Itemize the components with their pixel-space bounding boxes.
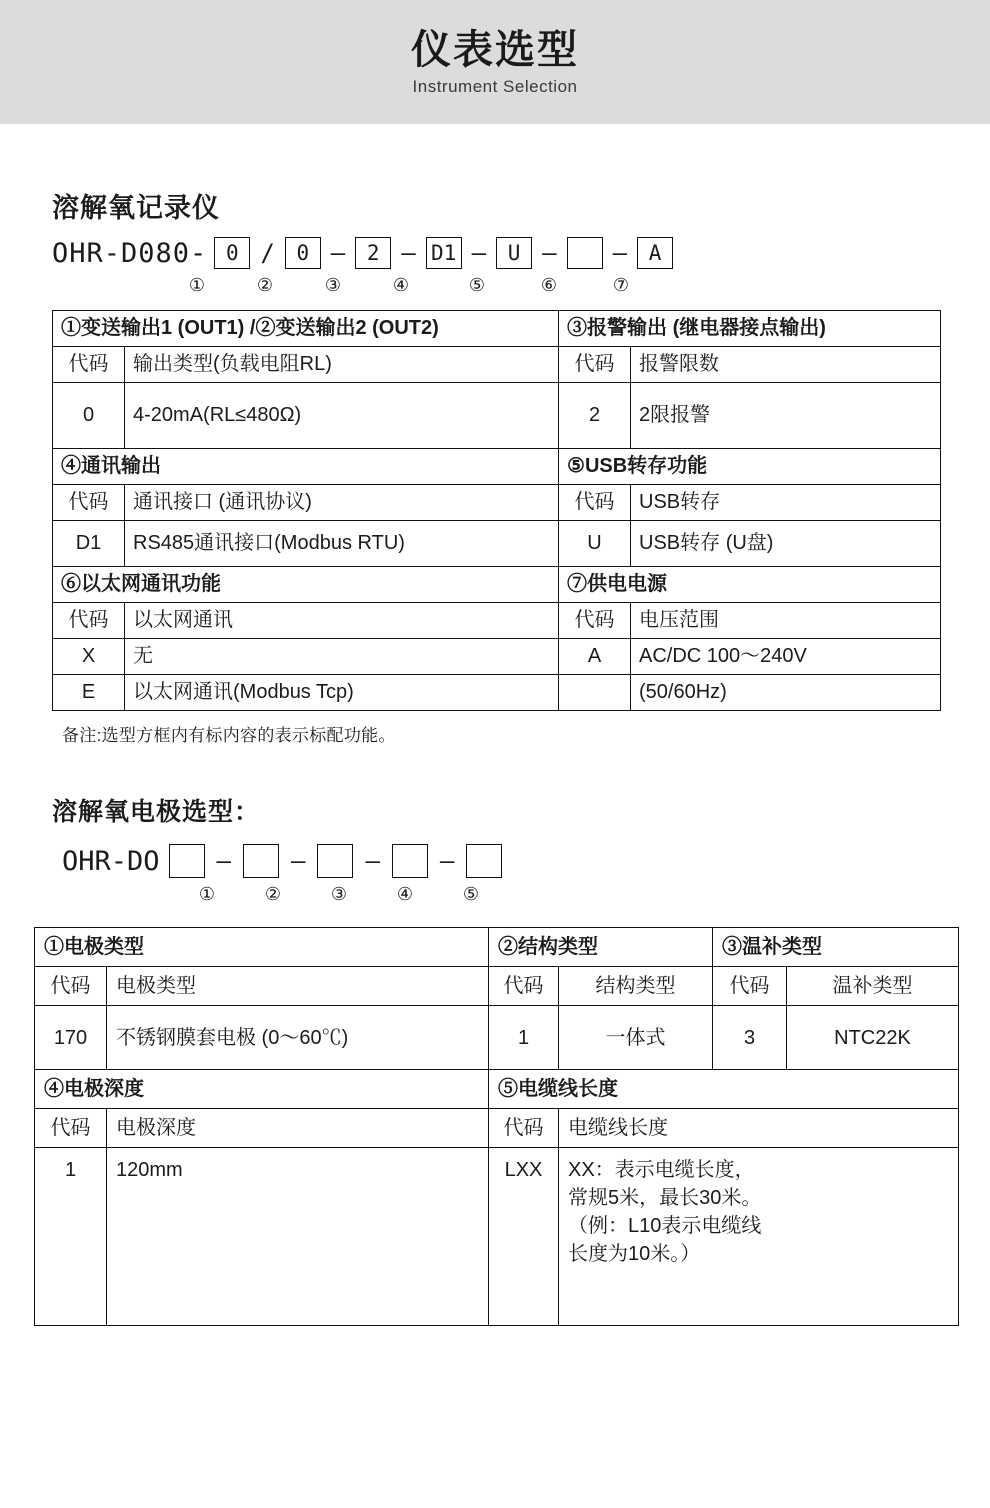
code-separator-6: — — [612, 239, 628, 267]
cable-desc-line-3: （例：L10表示电缆线 — [568, 1215, 762, 1237]
table-row — [53, 485, 941, 521]
code-box-4: D1 — [426, 237, 462, 269]
table-row — [35, 1070, 959, 1109]
electrode-circle-marker-1: ① — [198, 884, 216, 904]
table-row — [35, 1006, 959, 1070]
col-structure-type-label: 结构类型 — [559, 967, 713, 1006]
table-row — [53, 675, 941, 711]
table-row — [53, 311, 941, 347]
col-code-label-5: 代码 — [53, 603, 125, 639]
section1-title: 溶解氧记录仪 — [52, 193, 220, 223]
code-box-7: A — [637, 237, 673, 269]
code-box-5: U — [496, 237, 532, 269]
code-separator-5: — — [542, 239, 557, 267]
table-row — [35, 967, 959, 1006]
electrode-code-box-5 — [466, 844, 502, 878]
cell-code-depth-1: 1 — [35, 1148, 107, 1326]
page-subtitle: Instrument Selection — [412, 77, 578, 96]
cell-voltage-range: AC/DC 100～240V — [631, 639, 941, 675]
code-box-2: 0 — [285, 237, 321, 269]
cell-code-e: E — [53, 675, 125, 711]
table-row — [53, 567, 941, 603]
col-electrode-type-label: 电极类型 — [107, 967, 489, 1006]
cell-code-x: X — [53, 639, 125, 675]
circle-marker-4: ④ — [392, 275, 410, 295]
circle-marker-7: ⑦ — [612, 275, 630, 295]
electrode-circle-marker-4: ④ — [396, 884, 414, 904]
code-box-3: 2 — [355, 237, 391, 269]
page-header — [0, 0, 990, 124]
circle-marker-1: ① — [188, 275, 206, 295]
cable-desc-line-2: 常规5米，最长30米。 — [568, 1187, 762, 1209]
page-content — [0, 186, 990, 1326]
cell-temp-comp-value: NTC22K — [787, 1006, 959, 1070]
group-header-usb: ⑤USB转存功能 — [559, 449, 941, 485]
group-header-comm-output: ④通讯输出 — [53, 449, 559, 485]
section1-spec-table — [52, 310, 941, 711]
cell-voltage-frequency: (50/60Hz) — [631, 675, 941, 711]
electrode-separator-1: — — [216, 847, 231, 875]
col-code-label-1: 代码 — [53, 347, 125, 383]
cable-desc-line-4: 长度为10米。） — [568, 1243, 701, 1265]
table-row — [53, 521, 941, 567]
code-separator-4: — — [471, 239, 487, 267]
group-header-temp-comp-type: ③温补类型 — [713, 928, 959, 967]
code-box-6 — [567, 237, 603, 269]
table-row — [53, 347, 941, 383]
group-header-power: ⑦供电电源 — [559, 567, 941, 603]
table-row — [53, 383, 941, 449]
electrode-circle-marker-5: ⑤ — [462, 884, 480, 904]
group-header-structure-type: ②结构类型 — [489, 928, 713, 967]
group-header-electrode-type: ①电极类型 — [35, 928, 489, 967]
electrode-code-box-1 — [169, 844, 205, 878]
col-comm-interface-label: 通讯接口 (通讯协议) — [125, 485, 559, 521]
cell-depth-value: 120mm — [107, 1148, 489, 1326]
table-row — [35, 1109, 959, 1148]
code-separator-1: / — [260, 239, 275, 267]
col-voltage-label: 电压范围 — [631, 603, 941, 639]
col-code-label-e5: 代码 — [489, 1109, 559, 1148]
circle-marker-5: ⑤ — [468, 275, 486, 295]
section2-model-code — [62, 844, 990, 878]
cell-structure-value: 一体式 — [559, 1006, 713, 1070]
cell-code-lxx: LXX — [489, 1148, 559, 1326]
col-usb-label: USB转存 — [631, 485, 941, 521]
section2-spec-table — [34, 927, 959, 1326]
col-code-label-3: 代码 — [53, 485, 125, 521]
cell-code-blank — [559, 675, 631, 711]
electrode-circle-marker-3: ③ — [330, 884, 348, 904]
cell-code-3: 3 — [713, 1006, 787, 1070]
code-separator-3: — — [401, 239, 416, 267]
col-code-label-e3: 代码 — [713, 967, 787, 1006]
electrode-code-box-4 — [392, 844, 428, 878]
electrode-code-box-2 — [243, 844, 279, 878]
cell-code-2: 2 — [559, 383, 631, 449]
cell-output-type: 4-20mA(RL≤480Ω) — [125, 383, 559, 449]
electrode-separator-2: — — [291, 847, 306, 875]
electrode-code-box-3 — [317, 844, 353, 878]
col-ethernet-label: 以太网通讯 — [125, 603, 559, 639]
section2-circle-markers — [196, 884, 990, 905]
group-header-alarm-output: ③报警输出 (继电器接点输出) — [559, 311, 941, 347]
table-row — [53, 449, 941, 485]
section1-model-code — [52, 237, 990, 269]
col-cable-length-label: 电缆线长度 — [559, 1109, 959, 1148]
circle-marker-3: ③ — [324, 275, 342, 295]
col-depth-label: 电极深度 — [107, 1109, 489, 1148]
col-type-label-1: 输出类型(负载电阻RL) — [125, 347, 559, 383]
section1-note: 备注:选型方框内有标内容的表示标配功能。 — [62, 726, 396, 745]
cell-cable-length-desc — [559, 1148, 959, 1326]
cell-ethernet-none: 无 — [125, 639, 559, 675]
cell-alarm-limit: 2限报警 — [631, 383, 941, 449]
group-header-ethernet: ⑥以太网通讯功能 — [53, 567, 559, 603]
circle-marker-2: ② — [256, 275, 274, 295]
cell-code-d1: D1 — [53, 521, 125, 567]
col-alarm-label: 报警限数 — [631, 347, 941, 383]
cable-desc-line-1: XX：表示电缆长度， — [568, 1159, 755, 1181]
circle-marker-6: ⑥ — [540, 275, 558, 295]
page-title: 仪表选型 — [411, 28, 579, 72]
table-row — [35, 1148, 959, 1326]
electrode-model-prefix: OHR-DO — [62, 845, 160, 877]
cell-electrode-type-value: 不锈钢膜套电极 (0～60℃) — [107, 1006, 489, 1070]
col-code-label-e4: 代码 — [35, 1109, 107, 1148]
cell-ethernet-modbus-tcp: 以太网通讯(Modbus Tcp) — [125, 675, 559, 711]
cell-code-u: U — [559, 521, 631, 567]
table-row — [35, 928, 959, 967]
group-header-electrode-depth: ④电极深度 — [35, 1070, 489, 1109]
cell-code-a: A — [559, 639, 631, 675]
cell-comm-interface: RS485通讯接口(Modbus RTU) — [125, 521, 559, 567]
col-code-label-4: 代码 — [559, 485, 631, 521]
col-temp-comp-label: 温补类型 — [787, 967, 959, 1006]
code-separator-2: — — [330, 239, 346, 267]
model-prefix: OHR-D080- — [52, 237, 208, 269]
electrode-separator-4: — — [439, 847, 455, 875]
col-code-label-e1: 代码 — [35, 967, 107, 1006]
cell-usb-value: USB转存 (U盘) — [631, 521, 941, 567]
section1-circle-markers — [186, 275, 990, 296]
code-box-1: 0 — [214, 237, 250, 269]
table-row — [53, 639, 941, 675]
cell-code-0: 0 — [53, 383, 125, 449]
group-header-cable-length: ⑤电缆线长度 — [489, 1070, 959, 1109]
cell-code-1: 1 — [489, 1006, 559, 1070]
cell-code-170: 170 — [35, 1006, 107, 1070]
col-code-label-e2: 代码 — [489, 967, 559, 1006]
electrode-circle-marker-2: ② — [264, 884, 282, 904]
col-code-label-6: 代码 — [559, 603, 631, 639]
col-code-label-2: 代码 — [559, 347, 631, 383]
table-row — [53, 603, 941, 639]
section2-title: 溶解氧电极选型： — [52, 798, 261, 826]
group-header-out1-out2: ①变送输出1 (OUT1) /②变送输出2 (OUT2) — [53, 311, 559, 347]
electrode-separator-3: — — [365, 847, 380, 875]
